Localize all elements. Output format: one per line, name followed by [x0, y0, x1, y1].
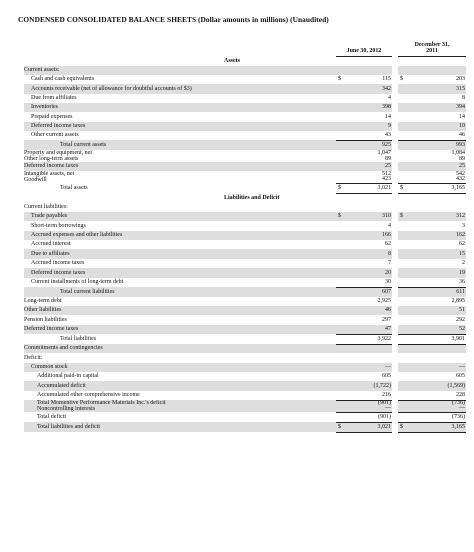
- value-dec-2011: 51: [406, 306, 466, 315]
- row-label-text: Deficit:: [24, 354, 43, 361]
- value-dec-2011: 611: [406, 287, 466, 297]
- value-june-2012: 166: [346, 231, 392, 240]
- currency-symbol-june-2012: [336, 363, 346, 372]
- value-june-2012: 342: [346, 84, 392, 93]
- row-label: [24, 131, 336, 141]
- row-label-text: Current liabilities:: [24, 204, 68, 211]
- currency-symbol-dec-2011: [398, 297, 406, 306]
- table-row: [24, 344, 466, 353]
- row-label: [24, 103, 336, 112]
- table-row: [24, 363, 466, 372]
- currency-symbol-dec-2011: [398, 122, 406, 131]
- currency-symbol-june-2012: [336, 278, 346, 288]
- row-label-text: Accrued interest: [31, 241, 71, 248]
- section-header-row: [24, 193, 466, 203]
- row-label: [24, 75, 336, 84]
- value-june-2012: [346, 353, 392, 362]
- value-june-2012: 605: [382, 373, 391, 380]
- row-label-text: Deferred income taxes: [24, 163, 79, 170]
- currency-symbol-dec-2011: $: [398, 422, 406, 432]
- currency-symbol-june-2012: [336, 344, 346, 353]
- currency-symbol-june-2012: [336, 171, 346, 183]
- currency-symbol-dec-2011: [398, 344, 406, 353]
- table-row: [24, 131, 466, 141]
- row-label-text: Total assets: [60, 185, 88, 192]
- value-june-2012: 7: [388, 260, 391, 267]
- table-row: [24, 231, 466, 240]
- currency-symbol-dec-2011: $: [398, 183, 406, 193]
- table-row: [24, 315, 466, 324]
- table-row: [24, 122, 466, 131]
- table-row: [24, 150, 466, 162]
- value-dec-2011: [406, 353, 466, 362]
- row-label: [24, 84, 336, 93]
- row-label: [24, 306, 336, 315]
- currency-symbol-dec-2011: [398, 240, 406, 249]
- row-label: [24, 231, 336, 240]
- currency-symbol-dec-2011: [398, 259, 406, 268]
- value-june-2012: 2,925: [377, 297, 391, 304]
- table-row: [24, 84, 466, 93]
- row-label: [24, 268, 336, 277]
- row-label-text: Accrued expenses and other liabilities: [31, 232, 123, 239]
- currency-symbol-june-2012: [336, 103, 346, 112]
- currency-symbol-dec-2011: [398, 268, 406, 277]
- row-label: [24, 297, 336, 306]
- value-june-2012: 9: [346, 122, 392, 131]
- value-june-2012: 20: [346, 268, 392, 277]
- currency-symbol-june-2012: [336, 112, 346, 121]
- currency-symbol-dec-2011: [398, 381, 406, 390]
- row-label: [24, 249, 336, 258]
- row-label-text: Prepaid expenses: [31, 113, 73, 120]
- value-dec-2011: 10: [406, 122, 466, 131]
- currency-symbol-dec-2011: [398, 66, 406, 75]
- table-row: [24, 66, 466, 75]
- currency-symbol-june-2012: [336, 372, 346, 381]
- currency-symbol-june-2012: [336, 131, 346, 141]
- value-dec-2011: 3,165: [406, 183, 466, 193]
- table-row: [24, 112, 466, 121]
- currency-symbol-dec-2011: [398, 315, 406, 324]
- row-label: [24, 422, 336, 432]
- value-june-2012: 115: [382, 76, 391, 83]
- row-label: [24, 334, 336, 344]
- currency-symbol-june-2012: [336, 240, 346, 249]
- currency-symbol-dec-2011: [398, 162, 406, 171]
- value-dec-2011: 605: [456, 373, 465, 380]
- row-label-text: Total current liabilities: [60, 288, 115, 295]
- row-label-text: Common stock: [31, 364, 68, 371]
- currency-symbol-dec-2011: [398, 287, 406, 297]
- table-row: [24, 278, 466, 288]
- value-dec-2011: 25: [406, 162, 466, 171]
- value-dec-2011: 312: [406, 212, 466, 221]
- value-dec-2011: 203: [456, 76, 465, 83]
- currency-symbol-dec-2011: [398, 231, 406, 240]
- value-dec-2011: 3,901: [406, 334, 466, 344]
- value-june-2012-primary: (901): [378, 400, 391, 406]
- row-label-text: Cash and cash equivalents: [31, 76, 95, 83]
- value-june-2012: 43: [346, 131, 392, 141]
- header-blank: [24, 38, 336, 56]
- row-label-text: Accumulated other comprehensive income: [37, 392, 140, 399]
- currency-symbol-dec-2011: [398, 203, 406, 212]
- table-row: [24, 212, 466, 221]
- value-june-2012: 4: [388, 94, 391, 101]
- value-june-2012: 925: [346, 140, 392, 150]
- value-june-2012: [346, 171, 392, 183]
- currency-symbol-dec-2011: [398, 221, 406, 230]
- currency-symbol-june-2012: [336, 259, 346, 268]
- row-label: [24, 344, 336, 353]
- row-label: [24, 353, 336, 362]
- row-label-text: Accounts receivable (net of allowance for doubtful accounts of $3): [31, 85, 192, 92]
- value-june-2012: 3,021: [346, 422, 392, 432]
- table-row: [24, 400, 466, 412]
- currency-symbol-june-2012: $: [336, 212, 346, 221]
- value-june-2012: —: [346, 363, 392, 372]
- column-header-june-2012: June 30, 2012: [336, 38, 392, 56]
- currency-symbol-june-2012: [336, 412, 346, 422]
- value-dec-2011-primary: (736): [452, 400, 465, 406]
- currency-symbol-june-2012: [336, 334, 346, 344]
- row-label: [24, 400, 336, 412]
- currency-symbol-june-2012: [336, 391, 346, 401]
- currency-symbol-dec-2011: [398, 334, 406, 344]
- value-dec-2011: [406, 171, 466, 183]
- table-row: [24, 94, 466, 103]
- table-row: [24, 372, 466, 381]
- table-row: [24, 422, 466, 432]
- row-label-text: Due from affiliates: [31, 94, 77, 101]
- row-label-text: Total current assets: [60, 141, 107, 148]
- value-june-2012: [346, 150, 392, 162]
- currency-symbol-june-2012: [336, 203, 346, 212]
- row-label-text: Inventories: [31, 104, 58, 111]
- page-title: CONDENSED CONSOLIDATED BALANCE SHEETS (Dollar amounts in millions) (Unaudited): [18, 15, 329, 24]
- table-row: [24, 259, 466, 268]
- row-label: [24, 203, 336, 212]
- column-header-dec-2011: [398, 38, 466, 56]
- value-june-2012: 310: [346, 212, 392, 221]
- section-heading: Assets: [224, 57, 240, 64]
- currency-symbol-june-2012: [336, 268, 346, 277]
- value-dec-2011: [406, 66, 466, 75]
- value-dec-2011: 228: [406, 391, 466, 401]
- currency-symbol-dec-2011: [398, 278, 406, 288]
- currency-symbol-june-2012: [336, 162, 346, 171]
- row-label-text: Long-term debt: [24, 297, 62, 304]
- row-label-text: Due to affiliates: [31, 250, 70, 257]
- row-label-text: Short-term borrowings: [31, 222, 86, 229]
- row-label-text: Total deficit: [37, 414, 67, 421]
- row-label: [24, 171, 336, 183]
- row-label: [24, 150, 336, 162]
- currency-symbol-june-2012: [336, 84, 346, 93]
- currency-symbol-june-2012: [336, 400, 346, 412]
- row-label: [24, 381, 336, 390]
- value-dec-2011: —: [406, 363, 466, 372]
- value-dec-2011: 15: [406, 249, 466, 258]
- value-dec-2011: [406, 344, 466, 353]
- row-label-text: Deferred income taxes: [31, 269, 86, 276]
- table-row: [24, 287, 466, 297]
- row-label-text: Total Momentive Performance Materials Inc.'s deficit: [37, 400, 166, 407]
- row-label-text: Accrued income taxes: [31, 260, 85, 267]
- currency-symbol-dec-2011: [398, 363, 406, 372]
- value-dec-2011: 162: [406, 231, 466, 240]
- currency-symbol-june-2012: [336, 249, 346, 258]
- row-label: [24, 278, 336, 288]
- currency-symbol-june-2012: [336, 94, 346, 103]
- row-label-text: Other current assets: [31, 132, 79, 139]
- value-dec-2011: 2: [462, 260, 465, 267]
- column-header-dec-2011-line2: 2011: [426, 48, 438, 54]
- table-row: [24, 381, 466, 390]
- value-dec-2011-secondary: 89: [459, 155, 465, 162]
- table-row: [24, 325, 466, 335]
- row-label-text: Deferred income taxes: [24, 326, 79, 333]
- currency-symbol-dec-2011: [398, 140, 406, 150]
- row-label-text: Current installments of long-term debt: [31, 279, 124, 285]
- value-june-2012: 14: [385, 113, 391, 120]
- row-label: [24, 221, 336, 230]
- currency-symbol-june-2012: [336, 306, 346, 315]
- value-june-2012: 30: [346, 278, 392, 288]
- value-june-2012: 25: [346, 162, 392, 171]
- column-header-row: [24, 38, 466, 56]
- currency-symbol-june-2012: [336, 353, 346, 362]
- value-june-2012-secondary: 423: [382, 176, 391, 183]
- value-june-2012: [346, 344, 392, 353]
- value-dec-2011-primary: 1,084: [451, 150, 465, 157]
- row-label-text: Trade payables: [31, 213, 68, 220]
- value-june-2012: 62: [385, 241, 391, 248]
- currency-symbol-dec-2011: [398, 353, 406, 362]
- value-june-2012: 216: [346, 391, 392, 401]
- table-row: [24, 183, 466, 193]
- currency-symbol-dec-2011: [398, 400, 406, 412]
- value-june-2012-secondary: 89: [385, 155, 391, 162]
- value-june-2012: 297: [382, 316, 391, 323]
- row-label-text: Accumulated deficit: [37, 382, 86, 389]
- value-june-2012: 398: [346, 103, 392, 112]
- table-row: [24, 268, 466, 277]
- row-label-text: Additional paid-in capital: [37, 373, 99, 380]
- row-label: [24, 66, 336, 75]
- row-label-text-secondary: Other long-term assets: [24, 155, 79, 162]
- currency-symbol-june-2012: [336, 150, 346, 162]
- value-june-2012: 46: [346, 306, 392, 315]
- table-row: [24, 334, 466, 344]
- currency-symbol-dec-2011: [398, 249, 406, 258]
- table-row: [24, 297, 466, 306]
- table-row: [24, 240, 466, 249]
- column-header-dec-2011-line1: December 31,: [414, 41, 450, 48]
- value-dec-2011: 2,895: [451, 297, 465, 304]
- value-dec-2011-primary: 542: [456, 171, 465, 177]
- value-dec-2011: 394: [406, 103, 466, 112]
- value-dec-2011: 292: [456, 316, 465, 323]
- value-june-2012: (1,722): [346, 381, 392, 390]
- currency-symbol-june-2012: [336, 221, 346, 230]
- table-row: [24, 221, 466, 230]
- row-label: [24, 363, 336, 372]
- currency-symbol-june-2012: [336, 231, 346, 240]
- table-row: [24, 140, 466, 150]
- value-dec-2011: 3: [462, 222, 465, 229]
- currency-symbol-dec-2011: [398, 391, 406, 401]
- row-label: [24, 240, 336, 249]
- value-june-2012-primary: 1,047: [377, 150, 391, 157]
- currency-symbol-june-2012: [336, 287, 346, 297]
- row-label: [24, 391, 336, 401]
- row-label: [24, 325, 336, 335]
- row-label-text: Deferred income taxes: [31, 122, 86, 129]
- row-label-text-secondary: Noncontrolling interests: [37, 405, 96, 412]
- table-row: [24, 249, 466, 258]
- table-row: [24, 171, 466, 183]
- value-dec-2011: (736): [406, 412, 466, 422]
- row-label: [24, 94, 336, 103]
- value-june-2012: 607: [346, 287, 392, 297]
- row-label-text-secondary: Goodwill: [24, 176, 47, 183]
- currency-symbol-dec-2011: [398, 103, 406, 112]
- currency-symbol-dec-2011: [398, 306, 406, 315]
- row-label-text: Intangible assets, net: [24, 171, 75, 178]
- value-dec-2011: 315: [406, 84, 466, 93]
- currency-symbol-dec-2011: $: [398, 212, 406, 221]
- table-row: [24, 353, 466, 362]
- table-row: [24, 412, 466, 422]
- currency-symbol-dec-2011: $: [400, 76, 403, 83]
- currency-symbol-june-2012: $: [336, 422, 346, 432]
- currency-symbol-june-2012: [336, 66, 346, 75]
- value-dec-2011: 8: [462, 94, 465, 101]
- value-june-2012: [346, 203, 392, 212]
- value-dec-2011: 993: [406, 140, 466, 150]
- table-row: [24, 306, 466, 315]
- balance-sheet-table: [24, 38, 466, 433]
- currency-symbol-dec-2011: [398, 131, 406, 141]
- row-label-text: Other liabilities: [24, 307, 62, 314]
- row-label-text: Current assets:: [24, 66, 60, 73]
- currency-symbol-dec-2011: [398, 412, 406, 422]
- currency-symbol-dec-2011: [398, 112, 406, 121]
- value-june-2012: [346, 400, 392, 412]
- currency-symbol-dec-2011: [398, 94, 406, 103]
- table-row: [24, 391, 466, 401]
- value-dec-2011-secondary: 432: [456, 176, 465, 183]
- currency-symbol-dec-2011: [398, 150, 406, 162]
- section-heading: Liabilities and Deficit: [224, 194, 280, 201]
- balance-sheet-table-container: [24, 38, 466, 433]
- table-row: [24, 103, 466, 112]
- currency-symbol-dec-2011: [398, 171, 406, 183]
- value-dec-2011: 52: [406, 325, 466, 335]
- row-label: [24, 372, 336, 381]
- row-label-text: Total liabilities and deficit: [37, 424, 101, 431]
- currency-symbol-june-2012: [336, 297, 346, 306]
- value-june-2012: 3,021: [346, 183, 392, 193]
- currency-symbol-dec-2011: [398, 325, 406, 335]
- value-june-2012: 8: [346, 249, 392, 258]
- value-dec-2011: 62: [459, 241, 465, 248]
- table-row: [24, 203, 466, 212]
- value-dec-2011: 14: [459, 113, 465, 120]
- row-label: [24, 287, 336, 297]
- row-label-text: Pension liabilities: [24, 316, 67, 323]
- value-dec-2011: [406, 203, 466, 212]
- value-dec-2011: 46: [406, 131, 466, 141]
- row-label: [24, 259, 336, 268]
- table-row: [24, 75, 466, 84]
- row-label: [24, 183, 336, 193]
- value-june-2012: (901): [346, 412, 392, 422]
- row-label-text: Property and equipment, net: [24, 150, 92, 157]
- currency-symbol-june-2012: [336, 325, 346, 335]
- value-june-2012-primary: 512: [382, 171, 391, 177]
- row-label-text: Total liabilities: [60, 336, 97, 343]
- value-dec-2011: [406, 400, 466, 412]
- row-label-text: Commitments and contingencies: [24, 345, 103, 352]
- currency-symbol-june-2012: [336, 381, 346, 390]
- row-label: [24, 212, 336, 221]
- currency-symbol-june-2012: [336, 315, 346, 324]
- table-row: [24, 162, 466, 171]
- value-dec-2011: (1,569): [406, 381, 466, 390]
- currency-symbol-june-2012: [336, 122, 346, 131]
- row-label: [24, 315, 336, 324]
- value-june-2012: 4: [388, 222, 391, 229]
- section-header-row: [24, 56, 466, 66]
- currency-symbol-june-2012: $: [338, 76, 341, 83]
- currency-symbol-dec-2011: [398, 84, 406, 93]
- row-label: [24, 112, 336, 121]
- row-label: [24, 412, 336, 422]
- currency-symbol-june-2012: $: [336, 183, 346, 193]
- value-dec-2011: [406, 150, 466, 162]
- currency-symbol-june-2012: [336, 140, 346, 150]
- value-dec-2011: 3,165: [406, 422, 466, 432]
- value-june-2012: [346, 66, 392, 75]
- value-june-2012-secondary: —: [385, 405, 391, 412]
- value-june-2012: 47: [346, 325, 392, 335]
- row-label: [24, 140, 336, 150]
- row-label: [24, 162, 336, 171]
- value-dec-2011: 36: [406, 278, 466, 288]
- value-june-2012: 3,922: [346, 334, 392, 344]
- row-label: [24, 122, 336, 131]
- value-dec-2011: 19: [406, 268, 466, 277]
- currency-symbol-dec-2011: [398, 372, 406, 381]
- value-dec-2011-secondary: —: [459, 405, 465, 412]
